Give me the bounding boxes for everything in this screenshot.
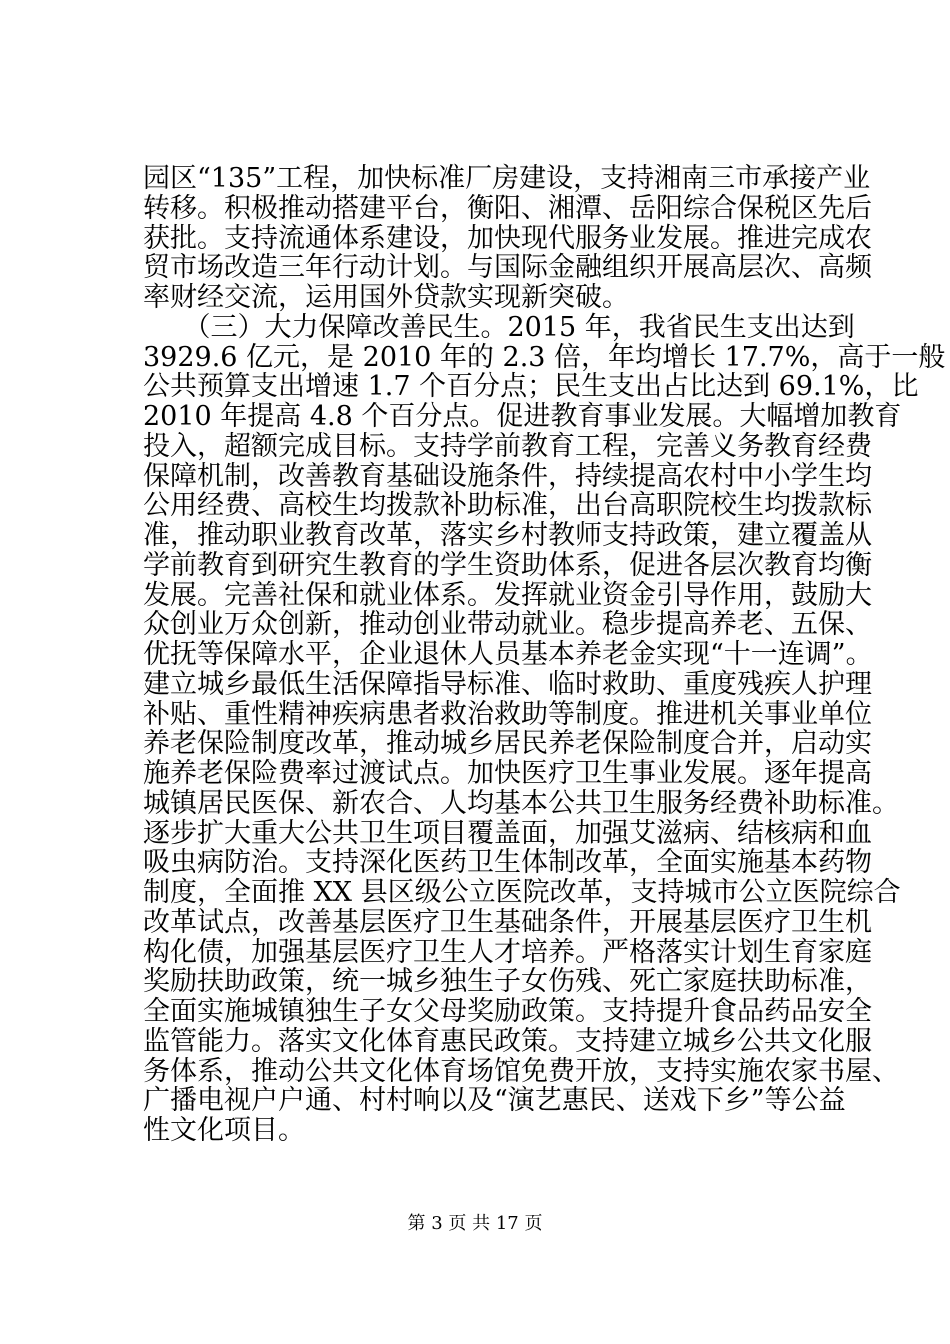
body-text-line: 准，推动职业教育改革，落实乡村教师支持政策，建立覆盖从 (143, 520, 872, 551)
body-text-line: 城镇居民医保、新农合、人均基本公共卫生服务经费补助标准。 (143, 788, 899, 819)
body-text-line: 构化债，加强基层医疗卫生人才培养。严格落实计划生育家庭 (143, 937, 872, 968)
body-text-line: 保障机制，改善教育基础设施条件，持续提高农村中小学生均 (143, 461, 872, 492)
body-text-line: 改革试点，改善基层医疗卫生基础条件，开展基层医疗卫生机 (143, 907, 872, 938)
body-text-line: 众创业万众创新，推动创业带动就业。稳步提高养老、五保、 (143, 609, 872, 640)
body-text-line: 建立城乡最低生活保障指导标准、临时救助、重度残疾人护理 (143, 669, 872, 700)
body-text-line: 监管能力。落实文化体育惠民政策。支持建立城乡公共文化服 (143, 1026, 872, 1057)
body-text-line: 公用经费、高校生均拨款补助标准，出台高职院校生均拨款标 (143, 490, 872, 521)
body-text-line: 广播电视户户通、村村响以及“演艺惠民、送戏下乡”等公益 (143, 1085, 846, 1116)
body-text-line: 施养老保险费率过渡试点。加快医疗卫生事业发展。逐年提高 (143, 758, 872, 789)
body-text-line: 投入，超额完成目标。支持学前教育工程，完善义务教育经费 (143, 431, 872, 462)
body-text-line: 性文化项目。 (143, 1115, 305, 1146)
body-text-line: 学前教育到研究生教育的学生资助体系，促进各层次教育均衡 (143, 550, 872, 581)
section-heading-line: （三）大力保障改善民生。2015 年，我省民生支出达到 (143, 312, 855, 343)
body-text-line: 全面实施城镇独生子女父母奖励政策。支持提升食品药品安全 (143, 996, 872, 1027)
body-text-line: 逐步扩大重大公共卫生项目覆盖面，加强艾滋病、结核病和血 (143, 818, 872, 849)
body-text-line: 园区“135”工程，加快标准厂房建设，支持湘南三市承接产业 (143, 163, 871, 194)
body-text-line: 养老保险制度改革，推动城乡居民养老保险制度合并，启动实 (143, 728, 872, 759)
body-text-line: 3929.6 亿元，是 2010 年的 2.3 倍，年均增长 17.7%，高于一般 (143, 342, 946, 373)
body-text-line: 获批。支持流通体系建设，加快现代服务业发展。推进完成农 (143, 223, 872, 254)
body-text-line: 发展。完善社保和就业体系。发挥就业资金引导作用，鼓励大 (143, 580, 872, 611)
body-text-line: 奖励扶助政策，统一城乡独生子女伤残、死亡家庭扶助标准， (143, 966, 872, 997)
body-text-line: 公共预算支出增速 1.7 个百分点；民生支出占比达到 69.1%，比 (143, 371, 919, 402)
body-text-line: 吸虫病防治。支持深化医药卫生体制改革，全面实施基本药物 (143, 847, 872, 878)
page-number-footer: 第 3 页 共 17 页 (407, 1213, 543, 1234)
body-text-line: 补贴、重性精神疾病患者救治救助等制度。推进机关事业单位 (143, 699, 872, 730)
body-text-line: 率财经交流，运用国外贷款实现新突破。 (143, 282, 629, 313)
body-text-line: 务体系，推动公共文化体育场馆免费开放，支持实施农家书屋、 (143, 1056, 899, 1087)
body-text-line: 2010 年提高 4.8 个百分点。促进教育事业发展。大幅增加教育 (143, 401, 902, 432)
body-text-line: 转移。积极推动搭建平台，衡阳、湘潭、岳阳综合保税区先后 (143, 193, 872, 224)
body-text-line: 制度，全面推 XX 县区级公立医院改革，支持城市公立医院综合 (143, 877, 901, 908)
body-text-line: 贸市场改造三年行动计划。与国际金融组织开展高层次、高频 (143, 252, 872, 283)
body-text-line: 优抚等保障水平，企业退休人员基本养老金实现“十一连调”。 (143, 639, 873, 670)
